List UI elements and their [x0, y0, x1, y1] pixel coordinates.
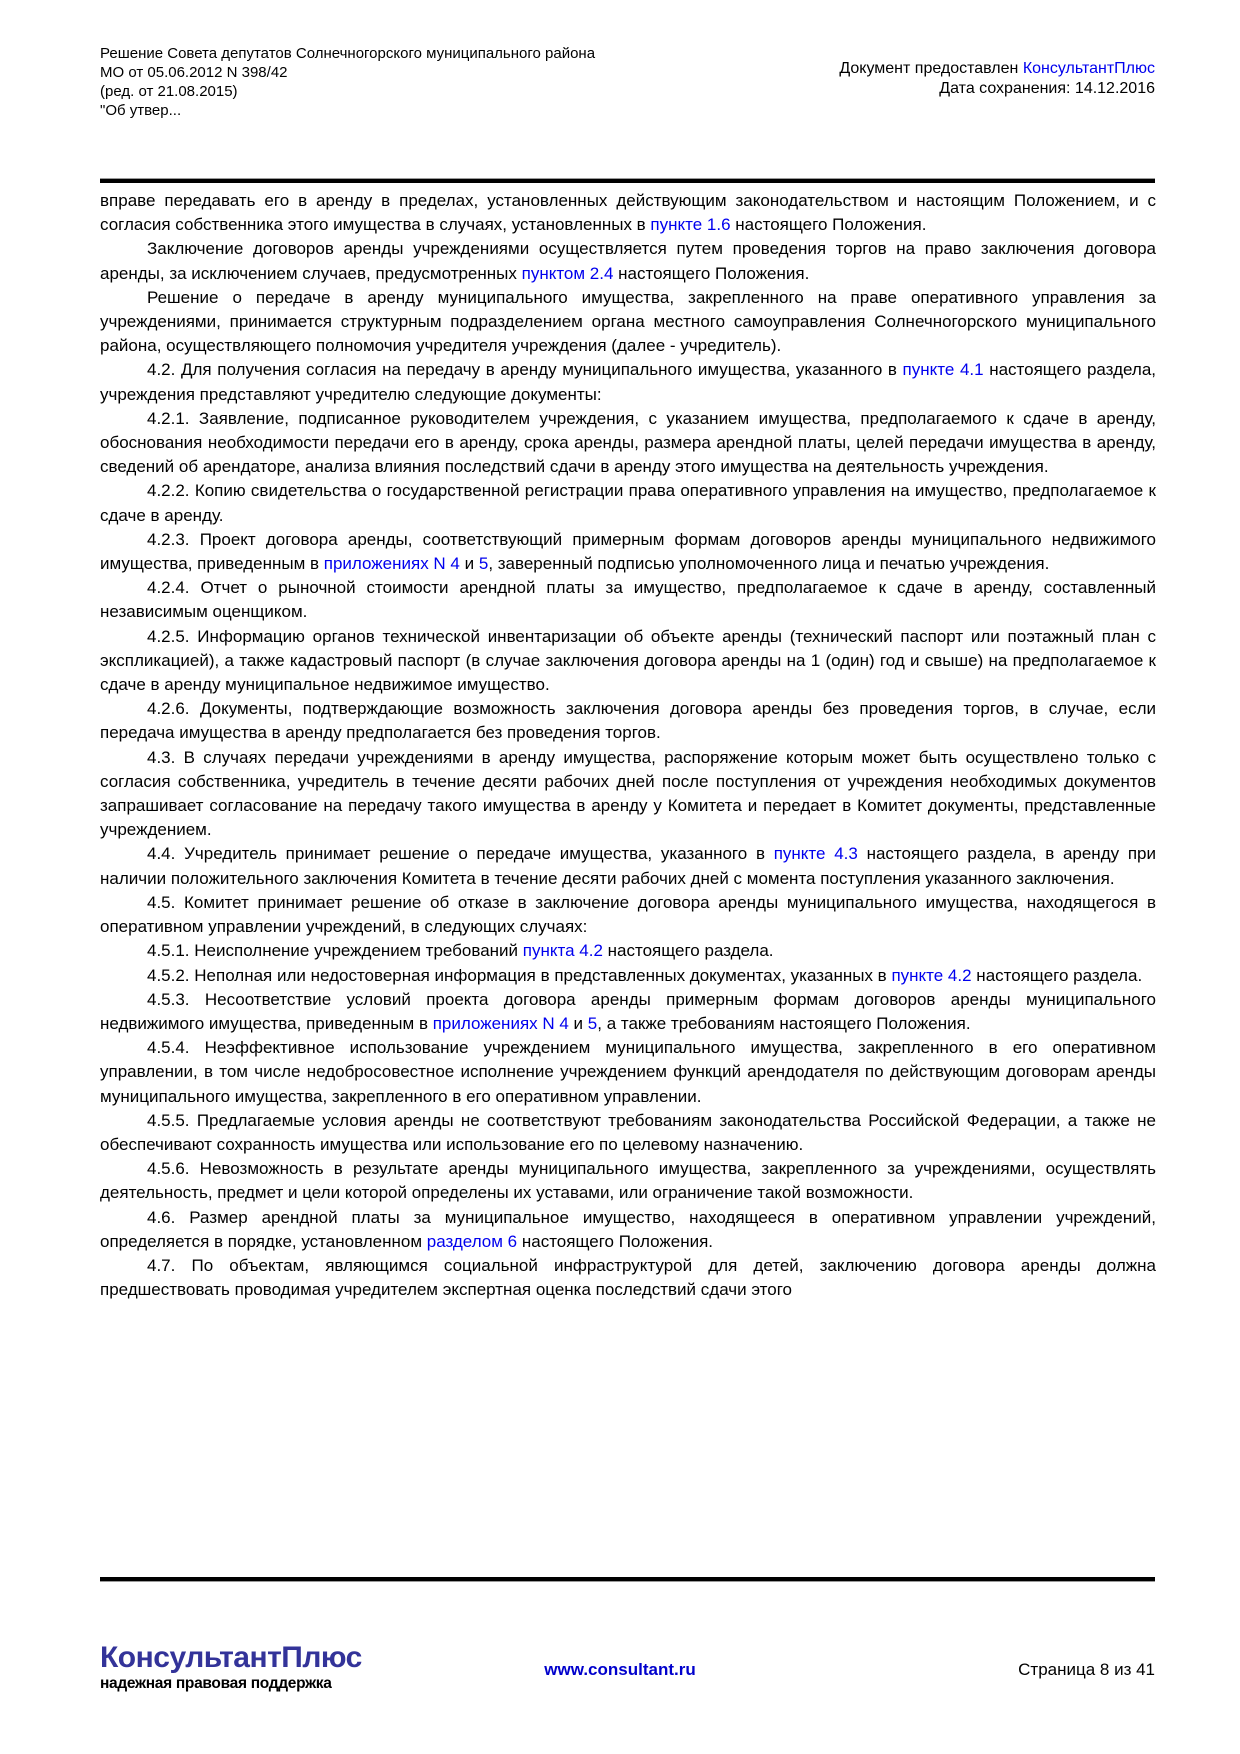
- paragraph: [100, 697, 1156, 745]
- provider-prefix: Документ предоставлен: [839, 60, 1023, 77]
- paragraph-text: и: [459, 554, 479, 574]
- paragraph-text: 4.2.5. Информацию органов технической инвентаризации об объекте аренды (технический паспорт или поэтажный план с экспликацией), а также кадастровый паспорт (в случае заключения договора аренды на 1 (один) год и свыше) на предполагаемое к сдаче в аренду муниципальное недвижимое имущество.: [100, 626, 1156, 695]
- paragraph-text: 4.3. В случаях передачи учреждениями в аренду имущества, распоряжение которым может быть осуществлено только с согласия собственника, учредитель в течение десяти рабочих дней после поступления от учреждения необходимых документов запрашивает согласование на передачу такого имущества в аренду у Комитета и передает в Комитет документы, представленные учреждением.: [100, 747, 1156, 840]
- paragraph-text: настоящего раздела, в аренду при наличии положительного заключения Комитета в течение десяти рабочих дней с момента поступления указанного заключения.: [100, 844, 1156, 888]
- paragraph-text: 4.2.2. Копию свидетельства о государственной регистрации права оперативного управления на имущество, предполагаемое к сдаче в аренду.: [100, 481, 1156, 525]
- paragraph-text: 4.2.3. Проект договора аренды, соответствующий примерным формам договоров аренды муниципального недвижимого имущества, приведенным в: [100, 529, 1156, 574]
- paragraph: [100, 407, 1156, 480]
- paragraph: [100, 1157, 1156, 1205]
- paragraph-text: 4.5.1. Неисполнение учреждением требований: [147, 941, 523, 961]
- paragraph: [100, 939, 1156, 963]
- logo-tagline: надежная правовая поддержка: [100, 1675, 332, 1692]
- paragraph-text: 4.2.4. Отчет о рыночной стоимости арендной платы за имущество, предполагаемое к сдаче в аренду, составленный независимым оценщиком.: [100, 578, 1156, 622]
- logo-text: КонсультантПлюс: [100, 1641, 362, 1674]
- paragraph-text: 4.5.2. Неполная или недостоверная информация в представленных документах, указанных в: [147, 965, 892, 985]
- paragraph: [100, 1254, 1156, 1302]
- paragraph-text: 4.5.6. Невозможность в результате аренды муниципального имущества, закрепленного за учреждениями, осуществлять деятельность, предмет и цели которой определены их уставами, или ограничение такой возможности.: [100, 1159, 1156, 1203]
- doc-reference-link[interactable]: пункте 1.6: [650, 215, 731, 235]
- doc-info-line: МО от 05.06.2012 N 398/42: [100, 64, 288, 81]
- paragraph-text: 4.5.5. Предлагаемые условия аренды не соответствуют требованиям законодательства Российской Федерации, а также не обеспечивают сохранность имущества или использование его по целевому назначению.: [100, 1110, 1156, 1154]
- paragraph: [100, 964, 1156, 988]
- page-header: [100, 44, 1155, 120]
- doc-reference-link[interactable]: разделом 6: [426, 1231, 518, 1251]
- doc-reference-link[interactable]: 5: [587, 1013, 598, 1033]
- save-date: Дата сохранения: 14.12.2016: [939, 80, 1155, 97]
- paragraph-text: 4.4. Учредитель принимает решение о передаче имущества, указанного в: [147, 844, 774, 864]
- doc-reference-link[interactable]: 5: [478, 554, 489, 574]
- paragraph: [100, 842, 1156, 890]
- paragraph: [100, 237, 1156, 285]
- paragraph-text: 4.7. По объектам, являющимся социальной инфраструктурой для детей, заключению договора аренды должна предшествовать проводимая учредителем экспертная оценка последствий сдачи этого: [100, 1255, 1156, 1300]
- paragraph: [100, 746, 1156, 843]
- paragraph-text: 4.6. Размер арендной платы за муниципальное имущество, находящееся в оперативном управлении учреждений, определяется в порядке, установленном: [100, 1207, 1156, 1251]
- paragraph: [100, 528, 1156, 576]
- paragraph-text: , а также требованиям настоящего Положения.: [597, 1013, 971, 1033]
- provider-info: [839, 59, 1155, 99]
- bottom-rule: [100, 1577, 1155, 1582]
- paragraph-text: , заверенный подписью уполномоченного лица и печатью учреждения.: [488, 554, 1050, 574]
- consultant-site-link[interactable]: www.consultant.ru: [544, 1660, 696, 1679]
- paragraph: [100, 189, 1156, 237]
- paragraph-text: настоящего раздела, учреждения представляют учредителю следующие документы:: [100, 360, 1156, 404]
- document-body: [100, 189, 1156, 1302]
- paragraph-text: 4.5. Комитет принимает решение об отказе в заключение договора аренды муниципального имущества, находящегося в оперативном управлении учреждений, в следующих случаях:: [100, 892, 1156, 937]
- paragraph-text: 4.2.1. Заявление, подписанное руководителем учреждения, с указанием имущества, предполагаемого к сдаче в аренду, обоснования необходимости передачи его в аренду, срока аренды, размера арендной платы, целей передачи имущества в аренду, сведений об арендаторе, анализа влияния последствий сдачи в аренду этого имущества на деятельность учреждения.: [100, 408, 1156, 477]
- paragraph: [100, 286, 1156, 359]
- paragraph-text: настоящего раздела.: [971, 965, 1143, 985]
- doc-reference-link[interactable]: пункта 4.2: [522, 941, 603, 961]
- consultantplus-link[interactable]: КонсультантПлюс: [1022, 60, 1155, 77]
- doc-info-line: Решение Совета депутатов Солнечногорского муниципального района: [100, 45, 596, 62]
- provider-line: [839, 59, 1155, 79]
- paragraph-text: 4.2. Для получения согласия на передачу в аренду муниципального имущества, указанного в: [147, 360, 903, 380]
- paragraph: [100, 891, 1156, 939]
- paragraph-text: 4.5.3. Несоответствие условий проекта договора аренды примерным формам договоров аренды муниципального недвижимого имущества, приведенным в: [100, 989, 1156, 1033]
- document-title: [100, 44, 595, 120]
- paragraph: [100, 625, 1156, 698]
- paragraph-text: настоящего Положения.: [730, 215, 927, 235]
- paragraph: [100, 358, 1156, 406]
- paragraph-text: Решение о передаче в аренду муниципального имущества, закрепленного на праве оперативного управления за учреждениями, принимается структурным подразделением органа местного самоуправления Солнечногорского муниципального района, осуществляющего полномочия учредителя учреждения (далее - учредитель).: [100, 287, 1156, 356]
- paragraph-text: вправе передавать его в аренду в пределах, установленных действующим законодательством и настоящим Положением, и с согласия собственника этого имущества в случаях, установленных в: [100, 191, 1156, 235]
- doc-reference-link[interactable]: пункте 4.1: [902, 360, 984, 380]
- paragraph-text: 4.5.4. Неэффективное использование учреждением муниципального имущества, закрепленного в его оперативном управлении, в том числе недобросовестное исполнение учреждением функций арендодателя по действующим договорам аренды муниципального имущества, закрепленного в его оперативном управлении.: [100, 1038, 1156, 1106]
- paragraph-text: и: [568, 1013, 588, 1033]
- paragraph: [100, 576, 1156, 624]
- page-number: Страница 8 из 41: [1018, 1660, 1155, 1679]
- paragraph-text: настоящего Положения.: [613, 263, 810, 283]
- paragraph-text: 4.2.6. Документы, подтверждающие возможность заключения договора аренды без проведения торгов, в случае, если передача имущества в аренду предполагается без проведения торгов.: [100, 699, 1156, 743]
- doc-info-line: (ред. от 21.08.2015): [100, 83, 238, 100]
- paragraph-text: настоящего Положения.: [517, 1231, 714, 1251]
- paragraph: [100, 1109, 1156, 1157]
- doc-reference-link[interactable]: пункте 4.2: [891, 965, 972, 985]
- paragraph-text: Заключение договоров аренды учреждениями осуществляется путем проведения торгов на право заключения договора аренды, за исключением случаев, предусмотренных: [100, 239, 1156, 283]
- paragraph: [100, 1036, 1156, 1109]
- doc-reference-link[interactable]: пунктом 2.4: [521, 263, 614, 283]
- doc-info-line: "Об утвер...: [100, 102, 182, 119]
- doc-reference-link[interactable]: пункте 4.3: [773, 844, 858, 864]
- paragraph: [100, 479, 1156, 527]
- paragraph-text: настоящего раздела.: [602, 941, 774, 961]
- paragraph: [100, 1206, 1156, 1254]
- doc-reference-link[interactable]: приложениях N 4: [432, 1013, 569, 1033]
- paragraph: [100, 988, 1156, 1036]
- doc-reference-link[interactable]: приложениях N 4: [323, 554, 460, 574]
- top-rule: [100, 178, 1155, 183]
